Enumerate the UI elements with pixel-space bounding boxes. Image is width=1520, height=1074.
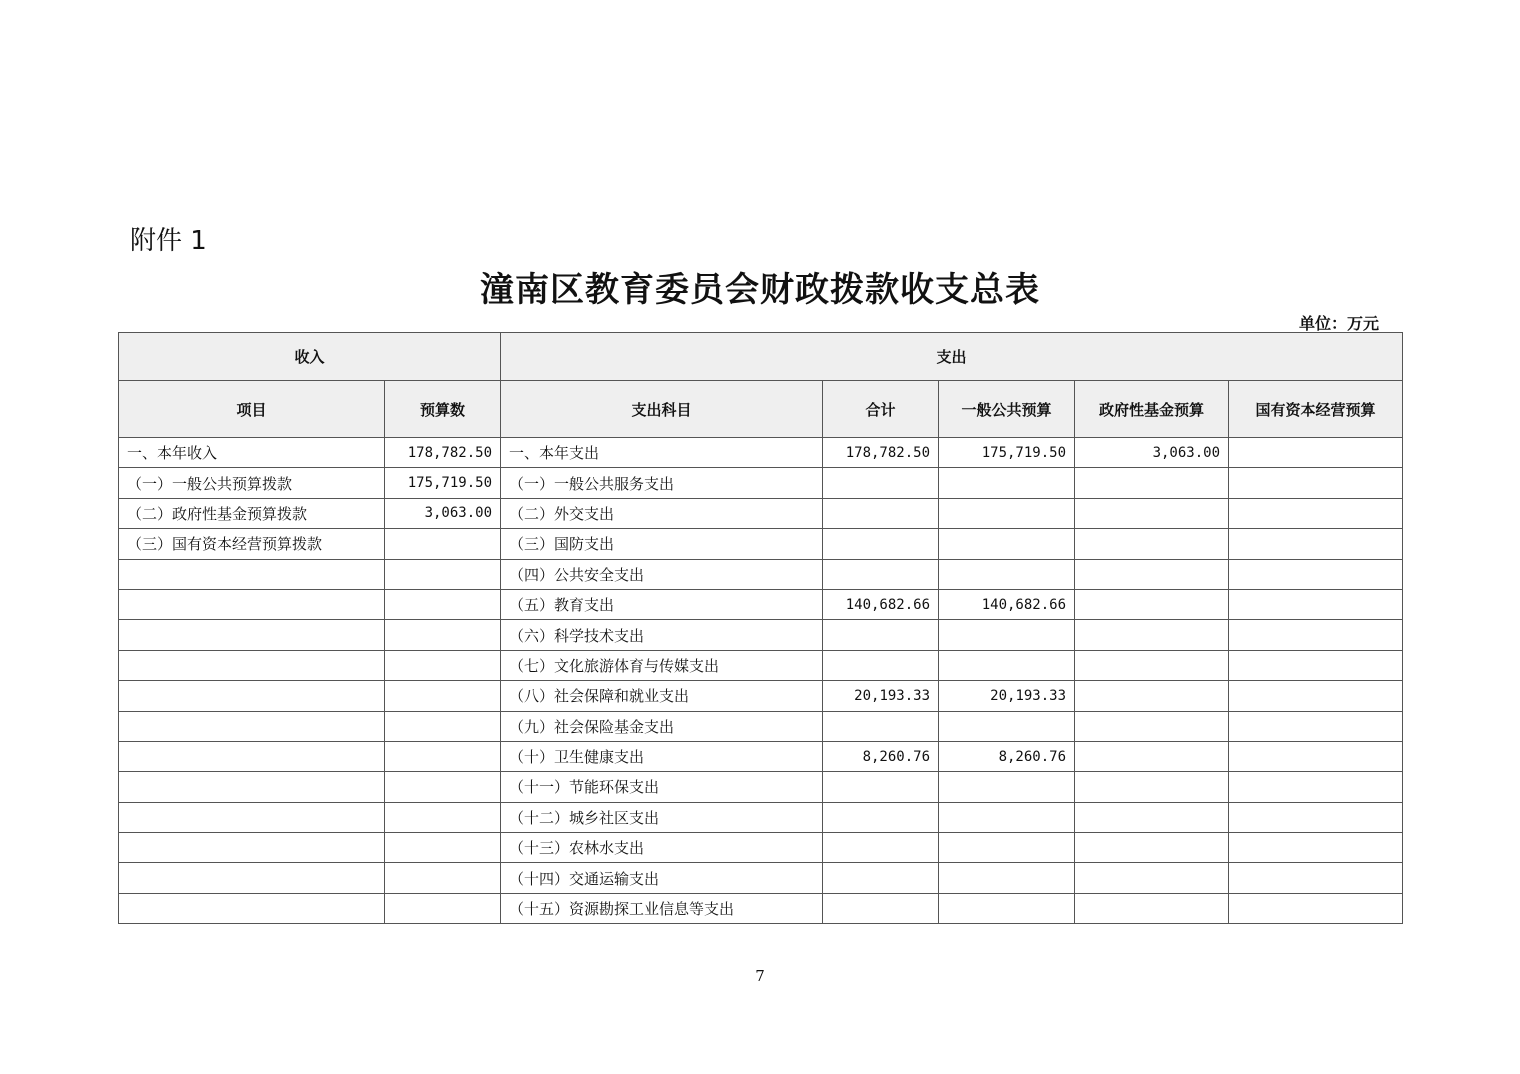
table-row	[119, 468, 1403, 498]
page-number: 7	[755, 967, 765, 985]
expense-item-cell: （十）卫生健康支出	[501, 741, 823, 771]
total-cell: 178,782.50	[823, 438, 939, 468]
attachment-label: 附件 1	[130, 226, 207, 256]
general-budget-cell	[939, 650, 1075, 680]
state-capital-cell	[1229, 833, 1403, 863]
total-cell: 140,682.66	[823, 589, 939, 619]
column-header-item: 项目	[119, 381, 385, 438]
expense-item-cell: （五）教育支出	[501, 589, 823, 619]
income-amount-cell	[385, 589, 501, 619]
state-capital-cell	[1229, 772, 1403, 802]
state-capital-cell	[1229, 559, 1403, 589]
income-item-cell: （二）政府性基金预算拨款	[119, 498, 385, 528]
page-title: 潼南区教育委员会财政拨款收支总表	[480, 270, 1040, 310]
table-row	[119, 529, 1403, 559]
table-row	[119, 681, 1403, 711]
column-header-budget: 预算数	[385, 381, 501, 438]
total-cell: 8,260.76	[823, 741, 939, 771]
expense-item-cell: （十一）节能环保支出	[501, 772, 823, 802]
state-capital-cell	[1229, 863, 1403, 893]
expense-item-cell: （十二）城乡社区支出	[501, 802, 823, 832]
income-amount-cell: 178,782.50	[385, 438, 501, 468]
income-amount-cell	[385, 559, 501, 589]
income-amount-cell	[385, 711, 501, 741]
state-capital-cell	[1229, 589, 1403, 619]
column-header-row	[119, 381, 1403, 438]
income-item-cell: （一）一般公共预算拨款	[119, 468, 385, 498]
gov-fund-cell	[1075, 681, 1229, 711]
general-budget-cell: 20,193.33	[939, 681, 1075, 711]
total-cell	[823, 772, 939, 802]
total-cell	[823, 620, 939, 650]
income-amount-cell	[385, 620, 501, 650]
gov-fund-cell	[1075, 833, 1229, 863]
state-capital-cell	[1229, 802, 1403, 832]
expense-item-cell: （六）科学技术支出	[501, 620, 823, 650]
gov-fund-cell	[1075, 468, 1229, 498]
gov-fund-cell	[1075, 529, 1229, 559]
total-cell	[823, 893, 939, 923]
general-budget-cell	[939, 893, 1075, 923]
table-row	[119, 893, 1403, 923]
income-amount-cell: 3,063.00	[385, 498, 501, 528]
general-budget-cell	[939, 863, 1075, 893]
column-header-state-capital: 国有资本经营预算	[1229, 381, 1403, 438]
state-capital-cell	[1229, 498, 1403, 528]
gov-fund-cell	[1075, 893, 1229, 923]
table-row	[119, 772, 1403, 802]
gov-fund-cell	[1075, 620, 1229, 650]
general-budget-cell: 175,719.50	[939, 438, 1075, 468]
general-budget-cell	[939, 833, 1075, 863]
expense-item-cell: （四）公共安全支出	[501, 559, 823, 589]
table-row	[119, 711, 1403, 741]
gov-fund-cell	[1075, 559, 1229, 589]
gov-fund-cell	[1075, 802, 1229, 832]
income-amount-cell	[385, 681, 501, 711]
general-budget-cell	[939, 772, 1075, 802]
expense-item-cell: （十三）农林水支出	[501, 833, 823, 863]
income-item-cell	[119, 711, 385, 741]
table-row	[119, 559, 1403, 589]
gov-fund-cell	[1075, 863, 1229, 893]
total-cell	[823, 650, 939, 680]
income-amount-cell	[385, 772, 501, 802]
total-cell	[823, 498, 939, 528]
income-item-cell	[119, 802, 385, 832]
general-budget-cell	[939, 802, 1075, 832]
income-item-cell	[119, 589, 385, 619]
income-amount-cell	[385, 893, 501, 923]
table-row	[119, 620, 1403, 650]
gov-fund-cell	[1075, 498, 1229, 528]
income-amount-cell	[385, 741, 501, 771]
table-body	[119, 438, 1403, 924]
expense-item-cell: （一）一般公共服务支出	[501, 468, 823, 498]
income-item-cell	[119, 833, 385, 863]
income-amount-cell	[385, 833, 501, 863]
total-cell	[823, 529, 939, 559]
state-capital-cell	[1229, 438, 1403, 468]
income-item-cell	[119, 772, 385, 802]
column-header-gov-fund: 政府性基金预算	[1075, 381, 1229, 438]
general-budget-cell: 140,682.66	[939, 589, 1075, 619]
income-item-cell: （三）国有资本经营预算拨款	[119, 529, 385, 559]
expense-item-cell: （二）外交支出	[501, 498, 823, 528]
table-row	[119, 438, 1403, 468]
state-capital-cell	[1229, 681, 1403, 711]
column-header-expense-subject: 支出科目	[501, 381, 823, 438]
total-cell	[823, 711, 939, 741]
expense-item-cell: （八）社会保障和就业支出	[501, 681, 823, 711]
state-capital-cell	[1229, 468, 1403, 498]
table-row	[119, 741, 1403, 771]
gov-fund-cell: 3,063.00	[1075, 438, 1229, 468]
total-cell	[823, 559, 939, 589]
column-header-general-public: 一般公共预算	[939, 381, 1075, 438]
table-row	[119, 802, 1403, 832]
table-row	[119, 833, 1403, 863]
income-item-cell: 一、本年收入	[119, 438, 385, 468]
income-group-header: 收入	[119, 333, 501, 381]
general-budget-cell	[939, 468, 1075, 498]
table-row	[119, 498, 1403, 528]
state-capital-cell	[1229, 650, 1403, 680]
state-capital-cell	[1229, 529, 1403, 559]
gov-fund-cell	[1075, 650, 1229, 680]
total-cell	[823, 468, 939, 498]
table-row	[119, 650, 1403, 680]
gov-fund-cell	[1075, 772, 1229, 802]
state-capital-cell	[1229, 893, 1403, 923]
gov-fund-cell	[1075, 741, 1229, 771]
expense-item-cell: （十四）交通运输支出	[501, 863, 823, 893]
income-amount-cell	[385, 863, 501, 893]
income-amount-cell	[385, 650, 501, 680]
expense-item-cell: 一、本年支出	[501, 438, 823, 468]
table-row	[119, 863, 1403, 893]
gov-fund-cell	[1075, 711, 1229, 741]
income-item-cell	[119, 559, 385, 589]
income-item-cell	[119, 681, 385, 711]
general-budget-cell	[939, 498, 1075, 528]
general-budget-cell	[939, 620, 1075, 650]
total-cell	[823, 833, 939, 863]
unit-label: 单位：万元	[1298, 314, 1379, 333]
budget-table	[118, 332, 1403, 924]
income-item-cell	[119, 741, 385, 771]
expense-item-cell: （九）社会保险基金支出	[501, 711, 823, 741]
general-budget-cell	[939, 711, 1075, 741]
general-budget-cell: 8,260.76	[939, 741, 1075, 771]
income-amount-cell	[385, 802, 501, 832]
state-capital-cell	[1229, 711, 1403, 741]
gov-fund-cell	[1075, 589, 1229, 619]
income-amount-cell: 175,719.50	[385, 468, 501, 498]
general-budget-cell	[939, 559, 1075, 589]
income-amount-cell	[385, 529, 501, 559]
general-budget-cell	[939, 529, 1075, 559]
income-item-cell	[119, 650, 385, 680]
income-item-cell	[119, 620, 385, 650]
expense-item-cell: （十五）资源勘探工业信息等支出	[501, 893, 823, 923]
column-header-total: 合计	[823, 381, 939, 438]
income-item-cell	[119, 893, 385, 923]
total-cell	[823, 863, 939, 893]
state-capital-cell	[1229, 741, 1403, 771]
total-cell	[823, 802, 939, 832]
state-capital-cell	[1229, 620, 1403, 650]
group-header-row	[119, 333, 1403, 381]
table-row	[119, 589, 1403, 619]
total-cell: 20,193.33	[823, 681, 939, 711]
expense-item-cell: （三）国防支出	[501, 529, 823, 559]
expense-item-cell: （七）文化旅游体育与传媒支出	[501, 650, 823, 680]
income-item-cell	[119, 863, 385, 893]
expense-group-header: 支出	[501, 333, 1403, 381]
